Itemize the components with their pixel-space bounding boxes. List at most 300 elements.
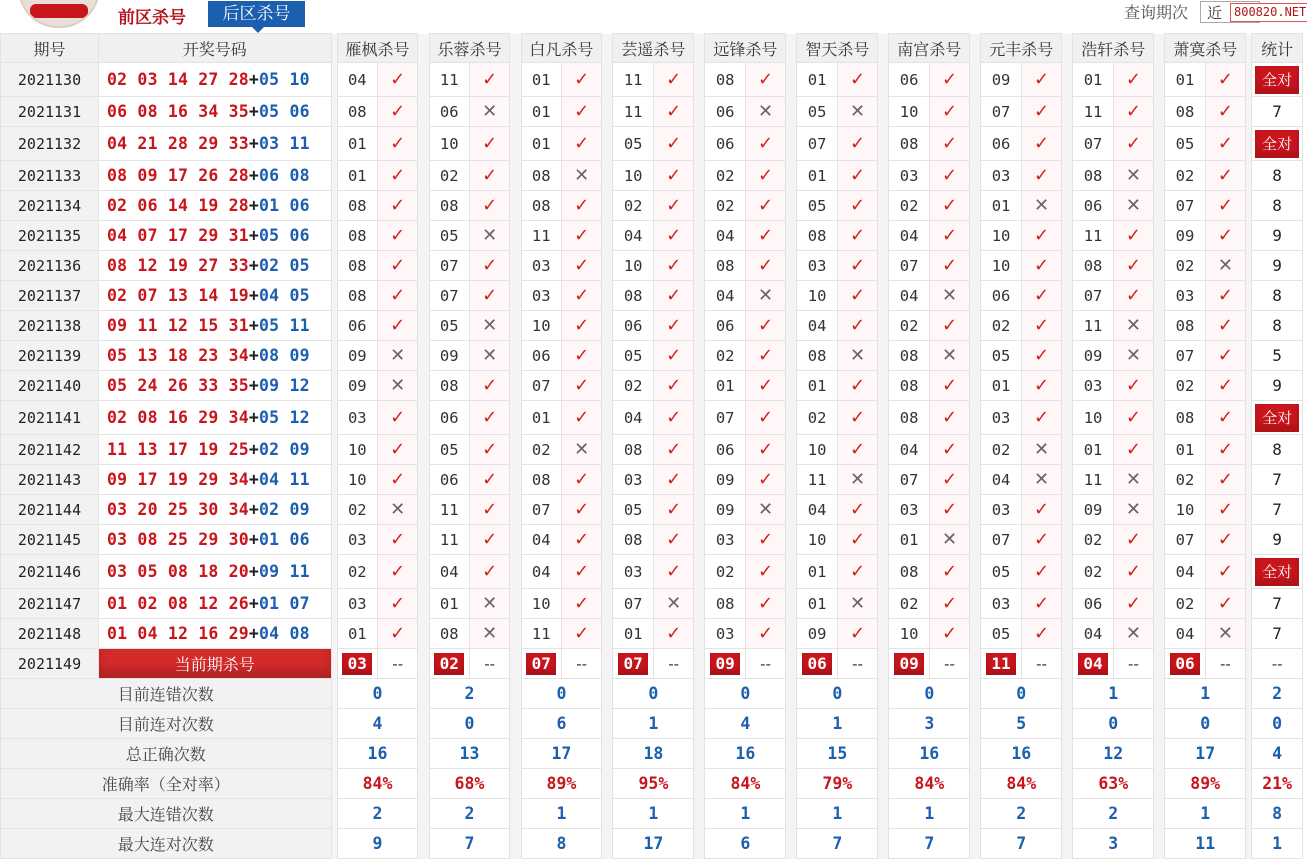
plus-sign: + [248, 134, 260, 153]
kill-number: 03 [981, 495, 1021, 525]
column-gap [786, 739, 797, 769]
column-gap [510, 251, 521, 281]
kill-number: 04 [981, 465, 1021, 495]
back-numbers: 01 07 [259, 594, 310, 613]
column-gap [1154, 97, 1165, 127]
summary-row [1, 769, 1303, 799]
kill-number: 02 [613, 191, 653, 221]
column-gap [1062, 341, 1073, 371]
stat-cell: 8 [1252, 161, 1303, 191]
check-icon: ✓ [653, 435, 693, 465]
column-gap [510, 401, 521, 435]
current-kill-number: 09 [894, 653, 924, 675]
check-icon: ✓ [1205, 495, 1245, 525]
summary-stat: 1 [1252, 829, 1303, 859]
summary-label: 最大连对次数 [1, 829, 332, 859]
column-gap [694, 221, 705, 251]
check-icon: ✓ [837, 127, 877, 161]
column-gap [694, 341, 705, 371]
kill-number: 10 [613, 251, 653, 281]
kill-number: 03 [705, 619, 745, 649]
check-icon: ✓ [1205, 221, 1245, 251]
column-gap [602, 619, 613, 649]
check-icon: ✓ [653, 371, 693, 401]
column-gap [1154, 251, 1165, 281]
kill-number: 08 [337, 191, 377, 221]
kill-number: 08 [613, 525, 653, 555]
check-icon: ✓ [653, 251, 693, 281]
kill-number: 10 [521, 589, 561, 619]
column-gap [878, 63, 889, 97]
column-gap [510, 127, 521, 161]
kill-number: 02 [1073, 555, 1113, 589]
column-gap [878, 589, 889, 619]
column-gap [1154, 281, 1165, 311]
column-gap [510, 465, 521, 495]
check-icon: ✓ [469, 525, 509, 555]
current-kill-button[interactable]: 当前期杀号 [99, 649, 331, 679]
check-icon: ✓ [837, 311, 877, 341]
summary-value: 16 [337, 739, 418, 769]
check-icon: ✓ [1113, 371, 1153, 401]
check-icon: ✓ [745, 191, 785, 221]
cross-icon: ✕ [1113, 495, 1153, 525]
period-cell: 2021134 [1, 191, 99, 221]
kill-number: 02 [429, 161, 469, 191]
column-gap [878, 251, 889, 281]
summary-value: 89% [521, 769, 602, 799]
draw-numbers-cell [99, 525, 331, 555]
column-gap [694, 281, 705, 311]
column-gap [602, 311, 613, 341]
kill-number: 10 [797, 435, 837, 465]
column-gap [878, 619, 889, 649]
check-icon: ✓ [1021, 401, 1061, 435]
summary-value: 8 [521, 829, 602, 859]
table-row [1, 589, 1303, 619]
pending-result: -- [745, 649, 785, 679]
column-header-expert: 浩轩杀号 [1073, 34, 1154, 63]
cross-icon: ✕ [1113, 619, 1153, 649]
column-gap [1062, 401, 1073, 435]
kill-number: 11 [521, 221, 561, 251]
back-numbers: 02 09 [259, 500, 310, 519]
kill-number: 08 [1073, 251, 1113, 281]
draw-numbers-cell [99, 311, 331, 341]
kill-number: 06 [889, 63, 929, 97]
summary-value: 4 [337, 709, 418, 739]
column-gap [970, 127, 981, 161]
period-cell: 2021136 [1, 251, 99, 281]
column-gap [1154, 709, 1165, 739]
check-icon: ✓ [745, 311, 785, 341]
check-icon: ✓ [745, 221, 785, 251]
column-gap [510, 341, 521, 371]
back-numbers: 05 06 [259, 226, 310, 245]
period-cell: 2021132 [1, 127, 99, 161]
kill-number: 01 [981, 191, 1021, 221]
kill-number: 08 [613, 435, 653, 465]
period-cell: 2021131 [1, 97, 99, 127]
check-icon: ✓ [653, 221, 693, 251]
kill-number: 08 [1165, 401, 1205, 435]
cross-icon: ✕ [377, 371, 417, 401]
back-numbers: 08 09 [259, 346, 310, 365]
kill-number: 08 [797, 221, 837, 251]
column-gap [510, 769, 521, 799]
column-gap [786, 281, 797, 311]
column-gap [694, 799, 705, 829]
kill-number: 07 [981, 525, 1021, 555]
column-gap [418, 739, 429, 769]
query-period-select[interactable]: 近 [1200, 1, 1260, 23]
column-gap [694, 191, 705, 221]
column-gap [786, 97, 797, 127]
period-cell: 2021140 [1, 371, 99, 401]
column-gap [970, 341, 981, 371]
column-gap [510, 63, 521, 97]
draw-numbers-cell [99, 555, 331, 589]
column-gap [602, 97, 613, 127]
draw-numbers-cell [99, 341, 331, 371]
kill-number: 08 [889, 371, 929, 401]
check-icon: ✓ [469, 251, 509, 281]
cross-icon: ✕ [1021, 191, 1061, 221]
stat-cell: 8 [1252, 281, 1303, 311]
kill-number: 10 [613, 161, 653, 191]
kill-number: 10 [337, 435, 377, 465]
check-icon: ✓ [1113, 401, 1153, 435]
kill-number: 07 [705, 401, 745, 435]
kill-number: 05 [429, 435, 469, 465]
cross-icon: ✕ [377, 341, 417, 371]
cross-icon: ✕ [1021, 465, 1061, 495]
stat-cell: 8 [1252, 191, 1303, 221]
column-gap [878, 679, 889, 709]
plus-sign: + [248, 196, 260, 215]
pending-result: -- [1113, 649, 1153, 679]
column-gap [1154, 679, 1165, 709]
check-icon: ✓ [561, 311, 601, 341]
column-gap [510, 709, 521, 739]
column-gap [1154, 34, 1165, 63]
current-kill-cell [981, 649, 1021, 679]
column-gap [418, 371, 429, 401]
check-icon: ✓ [469, 401, 509, 435]
kill-number: 11 [429, 495, 469, 525]
kill-number: 08 [337, 251, 377, 281]
current-period-row [1, 649, 1303, 679]
column-gap [786, 341, 797, 371]
column-gap [694, 435, 705, 465]
check-icon: ✓ [837, 401, 877, 435]
column-gap [1062, 495, 1073, 525]
front-numbers: 11 13 17 19 25 [107, 440, 249, 459]
column-gap [1062, 63, 1073, 97]
kill-number: 08 [705, 251, 745, 281]
current-kill-number: 04 [1078, 653, 1108, 675]
column-gap [1154, 191, 1165, 221]
check-icon: ✓ [929, 495, 969, 525]
kill-number: 05 [429, 311, 469, 341]
table-row [1, 435, 1303, 465]
check-icon: ✓ [561, 495, 601, 525]
kill-number: 06 [521, 341, 561, 371]
table-row [1, 63, 1303, 97]
tab-back-kill[interactable] [208, 1, 305, 27]
cross-icon: ✕ [745, 495, 785, 525]
column-gap [694, 679, 705, 709]
column-gap [970, 63, 981, 97]
stat-cell: 9 [1252, 525, 1303, 555]
cross-icon: ✕ [1021, 435, 1061, 465]
check-icon: ✓ [1205, 97, 1245, 127]
check-icon: ✓ [653, 619, 693, 649]
column-gap [970, 435, 981, 465]
column-gap [1062, 555, 1073, 589]
kill-number: 06 [429, 97, 469, 127]
cross-icon: ✕ [469, 341, 509, 371]
summary-stat: 2 [1252, 679, 1303, 709]
check-icon: ✓ [1021, 251, 1061, 281]
check-icon: ✓ [561, 97, 601, 127]
back-numbers: 01 06 [259, 530, 310, 549]
column-gap [878, 495, 889, 525]
check-icon: ✓ [745, 465, 785, 495]
check-icon: ✓ [1205, 311, 1245, 341]
pending-result: -- [929, 649, 969, 679]
draw-numbers-cell [99, 97, 331, 127]
kill-number-table [0, 33, 1303, 859]
kill-number: 01 [705, 371, 745, 401]
kill-number: 10 [797, 525, 837, 555]
check-icon: ✓ [929, 63, 969, 97]
summary-value: 0 [337, 679, 418, 709]
column-gap [418, 97, 429, 127]
plus-sign: + [248, 70, 260, 89]
column-gap [418, 401, 429, 435]
summary-value: 17 [613, 829, 694, 859]
stat-cell: 5 [1252, 341, 1303, 371]
summary-value: 0 [889, 679, 970, 709]
kill-number: 11 [1073, 97, 1113, 127]
kill-number: 08 [521, 191, 561, 221]
check-icon: ✓ [561, 63, 601, 97]
current-kill-cell [1073, 649, 1113, 679]
column-gap [786, 371, 797, 401]
cross-icon: ✕ [561, 161, 601, 191]
check-icon: ✓ [1113, 63, 1153, 97]
back-numbers: 05 10 [259, 70, 310, 89]
cross-icon: ✕ [745, 281, 785, 311]
cross-icon: ✕ [837, 465, 877, 495]
column-gap [602, 709, 613, 739]
check-icon: ✓ [1021, 63, 1061, 97]
check-icon: ✓ [745, 371, 785, 401]
kill-number: 09 [797, 619, 837, 649]
summary-value: 68% [429, 769, 510, 799]
column-gap [510, 525, 521, 555]
check-icon: ✓ [377, 435, 417, 465]
kill-number: 04 [521, 555, 561, 589]
column-gap [694, 34, 705, 63]
check-icon: ✓ [653, 161, 693, 191]
kill-number: 08 [889, 401, 929, 435]
front-numbers: 05 24 26 33 35 [107, 376, 249, 395]
summary-value: 9 [337, 829, 418, 859]
period-cell: 2021149 [1, 649, 99, 679]
kill-number: 04 [1073, 619, 1113, 649]
pending-result: -- [837, 649, 877, 679]
summary-stat: 4 [1252, 739, 1303, 769]
check-icon: ✓ [1205, 63, 1245, 97]
column-gap [786, 251, 797, 281]
kill-number: 05 [1165, 127, 1205, 161]
check-icon: ✓ [469, 555, 509, 589]
summary-label: 目前连错次数 [1, 679, 332, 709]
kill-number: 01 [521, 97, 561, 127]
column-gap [602, 769, 613, 799]
cross-icon: ✕ [469, 97, 509, 127]
column-gap [878, 465, 889, 495]
kill-number: 11 [1073, 465, 1113, 495]
check-icon: ✓ [1113, 127, 1153, 161]
column-gap [1062, 525, 1073, 555]
all-right-badge: 全对 [1255, 130, 1299, 158]
check-icon: ✓ [745, 401, 785, 435]
kill-number: 10 [797, 281, 837, 311]
tab-front-kill[interactable]: 前区杀号 [118, 8, 186, 28]
check-icon: ✓ [745, 589, 785, 619]
check-icon: ✓ [469, 465, 509, 495]
kill-number: 04 [337, 63, 377, 97]
column-gap [1062, 161, 1073, 191]
kill-number: 04 [705, 221, 745, 251]
draw-numbers-cell [99, 435, 331, 465]
column-gap [878, 435, 889, 465]
column-gap [510, 34, 521, 63]
check-icon: ✓ [377, 63, 417, 97]
kill-number: 02 [981, 311, 1021, 341]
check-icon: ✓ [1021, 221, 1061, 251]
kill-number: 03 [1165, 281, 1205, 311]
check-icon: ✓ [929, 555, 969, 589]
column-gap [694, 251, 705, 281]
kill-number: 01 [1073, 63, 1113, 97]
kill-number: 02 [337, 495, 377, 525]
kill-number: 03 [981, 589, 1021, 619]
kill-number: 07 [1073, 127, 1113, 161]
kill-number: 02 [705, 555, 745, 589]
kill-number: 08 [337, 221, 377, 251]
check-icon: ✓ [929, 619, 969, 649]
column-gap [418, 221, 429, 251]
kill-number: 09 [337, 341, 377, 371]
check-icon: ✓ [377, 97, 417, 127]
front-numbers: 04 21 28 29 33 [107, 134, 249, 153]
top-bar [0, 0, 1307, 32]
all-right-badge: 全对 [1255, 558, 1299, 586]
kill-number: 07 [981, 97, 1021, 127]
kill-number: 10 [889, 97, 929, 127]
kill-number: 04 [521, 525, 561, 555]
kill-number: 01 [797, 555, 837, 589]
stat-cell [1252, 63, 1303, 97]
period-cell: 2021141 [1, 401, 99, 435]
check-icon: ✓ [377, 311, 417, 341]
summary-value: 84% [889, 769, 970, 799]
kill-number: 02 [521, 435, 561, 465]
period-cell: 2021139 [1, 341, 99, 371]
check-icon: ✓ [653, 127, 693, 161]
column-gap [602, 127, 613, 161]
check-icon: ✓ [377, 191, 417, 221]
column-gap [602, 799, 613, 829]
cross-icon: ✕ [469, 311, 509, 341]
kill-number: 09 [981, 63, 1021, 97]
column-gap [510, 371, 521, 401]
kill-number: 06 [705, 311, 745, 341]
summary-value: 7 [981, 829, 1062, 859]
back-numbers: 06 08 [259, 166, 310, 185]
plus-sign: + [248, 624, 260, 643]
check-icon: ✓ [653, 465, 693, 495]
column-gap [1062, 769, 1073, 799]
check-icon: ✓ [561, 281, 601, 311]
cross-icon: ✕ [1113, 465, 1153, 495]
column-gap [1062, 435, 1073, 465]
summary-value: 17 [521, 739, 602, 769]
column-gap [970, 191, 981, 221]
kill-number: 02 [889, 191, 929, 221]
plus-sign: + [248, 530, 260, 549]
kill-number: 08 [705, 589, 745, 619]
back-numbers: 04 11 [259, 470, 310, 489]
check-icon: ✓ [929, 465, 969, 495]
column-header-expert: 萧寞杀号 [1165, 34, 1246, 63]
column-gap [602, 221, 613, 251]
column-gap [1154, 371, 1165, 401]
stat-cell: 7 [1252, 589, 1303, 619]
column-gap [418, 619, 429, 649]
front-numbers: 02 06 14 19 28 [107, 196, 249, 215]
check-icon: ✓ [1021, 525, 1061, 555]
column-gap [1062, 311, 1073, 341]
current-kill-number: 03 [342, 653, 372, 675]
column-gap [786, 619, 797, 649]
all-right-badge: 全对 [1255, 66, 1299, 94]
check-icon: ✓ [745, 619, 785, 649]
cross-icon: ✕ [469, 619, 509, 649]
column-gap [970, 401, 981, 435]
check-icon: ✓ [653, 191, 693, 221]
front-numbers: 02 07 13 14 19 [107, 286, 249, 305]
cross-icon: ✕ [1113, 311, 1153, 341]
column-gap [1154, 555, 1165, 589]
site-logo[interactable] [18, 0, 100, 28]
summary-value: 2 [429, 799, 510, 829]
check-icon: ✓ [837, 435, 877, 465]
kill-number: 02 [797, 401, 837, 435]
plus-sign: + [248, 594, 260, 613]
cross-icon: ✕ [929, 341, 969, 371]
column-gap [970, 251, 981, 281]
column-gap [1154, 465, 1165, 495]
draw-numbers-cell [99, 161, 331, 191]
column-gap [1154, 495, 1165, 525]
table-row [1, 495, 1303, 525]
kill-number: 03 [613, 465, 653, 495]
